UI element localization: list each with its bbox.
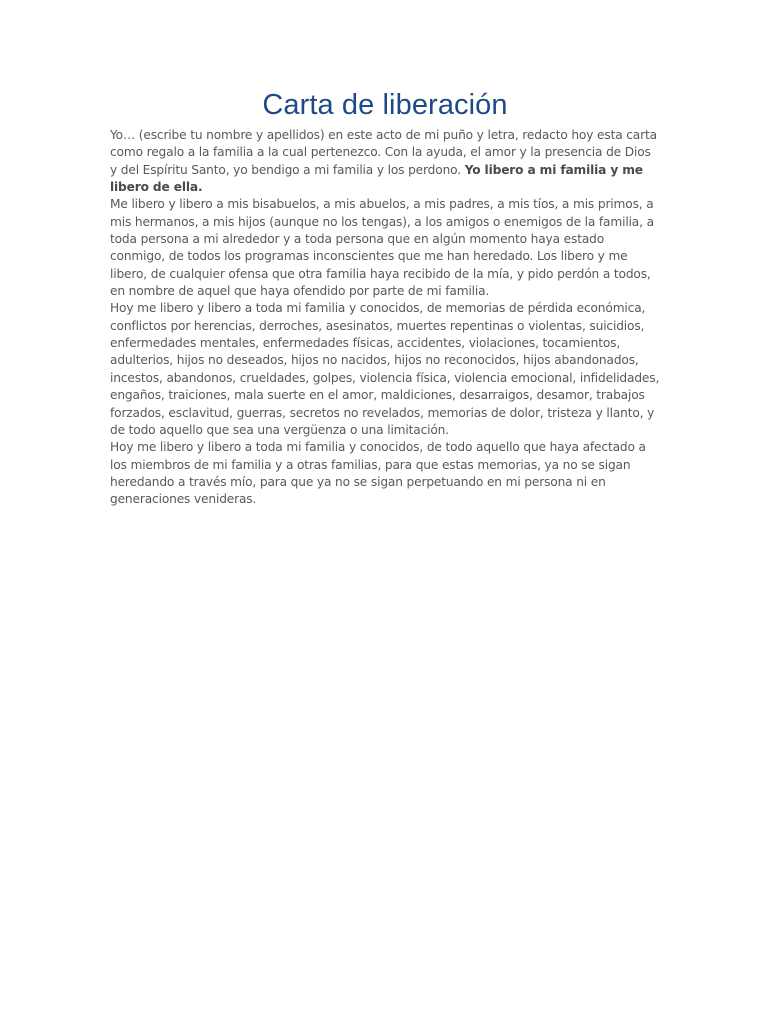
paragraph-ancestors: Me libero y libero a mis bisabuelos, a mis abuelos, a mis padres, a mis tíos, a mis primos, a mis hermanos, a mis hijos (aunque no los tengas), a los amigos o enemigos de la familia, a toda persona a mi alrededor y a toda persona que en algún momento haya estado conmigo, de todos los programas inconscientes que me han heredado. Los libero y me libero, de cualquier ofensa que otra familia haya recibido de la mía, y pido perdón a todos, en nombre de aquel que haya ofendido por parte de mi familia. xyxy=(110,197,654,299)
paragraph-intro-text: Yo… (escribe tu nombre y apellidos) en este acto de mi puño y letra, redacto hoy esta carta como regalo a la familia a la cual pertenezco. Con la ayuda, el amor y la presencia de Dios y del Espíritu Santo, yo bendigo a mi familia y los perdono. xyxy=(110,128,657,177)
paragraph-closing: Hoy me libero y libero a toda mi familia y conocidos, de todo aquello que haya afectado a los miembros de mi familia y a otras familias, para que estas memorias, ya no se sigan heredando a través mío, para que ya no se sigan perpetuando en mi persona ni en generaciones venideras. xyxy=(110,440,646,507)
paragraph-memories: Hoy me libero y libero a toda mi familia y conocidos, de memorias de pérdida económica, conflictos por herencias, derroches, asesinatos, muertes repentinas o violentas, suicidios, enfermedades mentales, enfermedades físicas, accidentes, violaciones, tocamientos, adulterios, hijos no deseados, hijos no nacidos, hijos no reconocidos, hijos abandonados, incestos, abandonos, crueldades, golpes, violencia física, violencia emocional, infidelidades, engaños, traiciones, mala suerte en el amor, maldiciones, desarraigos, desamor, trabajos forzados, esclavitud, guerras, secretos no revelados, memorias de dolor, tristeza y llanto, y de todo aquello que sea una vergüenza o una limitación. xyxy=(110,301,660,437)
paragraph-intro xyxy=(110,127,660,196)
paragraph-intro-bold: Yo libero a mi familia y me libero de ella. xyxy=(110,162,643,195)
document-title: Carta de liberación xyxy=(262,89,508,121)
document-page xyxy=(110,86,660,509)
